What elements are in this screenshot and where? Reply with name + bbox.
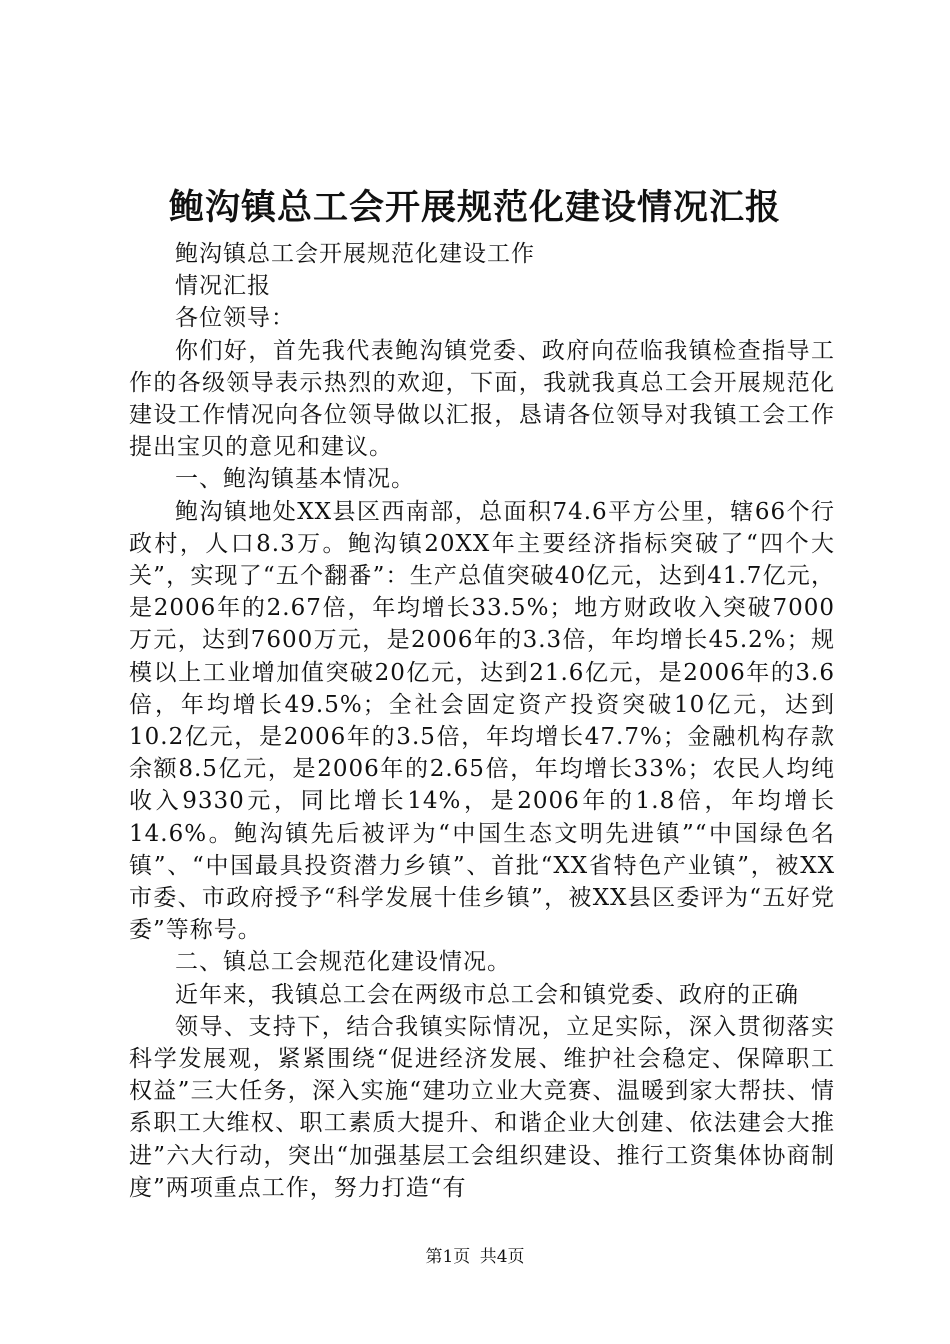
section-heading-2: 二、镇总工会规范化建设情况。 xyxy=(175,949,511,976)
paragraph-recent-years: 近年来，我镇总工会在两级市总工会和镇党委、政府的正确 xyxy=(175,981,799,1008)
page-footer xyxy=(0,1245,950,1269)
paragraph-basic-info: 鲍沟镇地处XX县区西南部，总面积74.6平方公里，辖66个行政村，人口8.3万。鲍沟镇20XX年主要经济指标突破了“四个大关”，实现了“五个翻番”：生产总值突破40亿元，达到41.7亿元，是2006年的2.67倍，年均增长33.5%；地方财政收入突破7000万元，达到7600万元，是2006年的3.3倍，年均增长45.2%；规模以上工业增加值突破20亿元，达到21.6亿元，是2006年的3.6倍，年均增长49.5%；全社会固定资产投资突破10亿元，达到10.2亿元，是2006年的3.5倍，年均增长47.7%；金融机构存款余额8.5亿元，是2006年的2.65倍，年均增长33%；农民人均纯收入9330元，同比增长14%，是2006年的1.8倍，年均增长14.6%。鲍沟镇先后被评为“中国生态文明先进镇”“中国绿色名镇”、“中国最具投资潜力乡镇”、首批“XX省特色产业镇”，被XX市委、市政府授予“科学发展十佳乡镇”，被XX县区委评为“五好党委”等称号。 xyxy=(129,498,835,944)
paragraph-greeting: 你们好，首先我代表鲍沟镇党委、政府向莅临我镇检查指导工作的各级领导表示热烈的欢迎，下面，我就我真总工会开展规范化建设工作情况向各位领导做以汇报，恳请各位领导对我镇工会工作提出宝贝的意见和建议。 xyxy=(129,337,835,461)
paragraph-subtitle-line1: 鲍沟镇总工会开展规范化建设工作 xyxy=(175,241,535,267)
document-title: 鲍沟镇总工会开展规范化建设情况汇报 xyxy=(168,187,781,228)
page-total: 共4页 xyxy=(479,1247,525,1267)
page-number: 第1页 xyxy=(425,1247,471,1267)
paragraph-subtitle-line2: 情况汇报 xyxy=(175,273,271,300)
document-body xyxy=(129,238,835,1204)
paragraph-leadership: 领导、支持下，结合我镇实际情况，立足实际，深入贯彻落实科学发展观，紧紧围绕“促进经济发展、维护社会稳定、保障职工权益”三大任务，深入实施“建功立业大竞赛、温暖到家大帮扶、情系职工大维权、职工素质大提升、和谐企业大创建、依法建会大推进”六大行动，突出“加强基层工会组织建设、推行工资集体协商制度”两项重点工作，努力打造“有 xyxy=(129,1013,835,1201)
paragraph-salutation: 各位领导： xyxy=(175,305,295,332)
section-heading-1: 一、鲍沟镇基本情况。 xyxy=(175,466,415,493)
